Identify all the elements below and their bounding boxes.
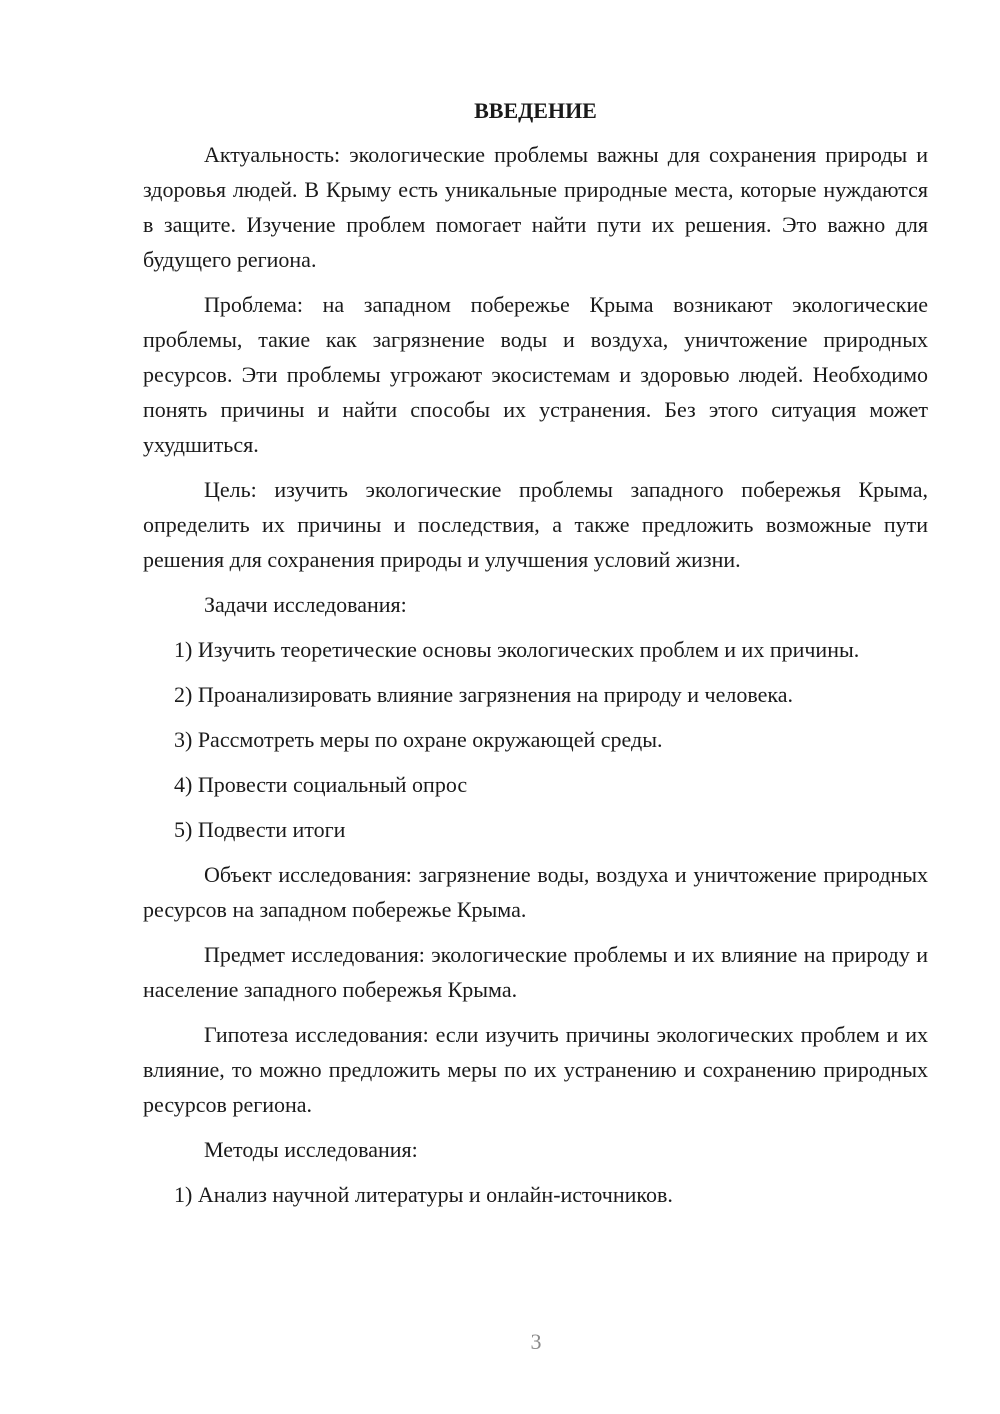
object-paragraph: Объект исследования: загрязнение воды, воздуха и уничтожение природных ресурсов на западном побережье Крыма. (143, 862, 928, 922)
goal-paragraph: Цель: изучить экологические проблемы западного побережья Крыма, определить их причины и последствия, а также предложить возможные пути решения для сохранения природы и улучшения условий жизни. (143, 477, 928, 572)
task-item: 5) Подвести итоги (174, 817, 346, 842)
subject-paragraph: Предмет исследования: экологические проблемы и их влияние на природу и население западного побережья Крыма. (143, 942, 928, 1002)
task-item: 2) Проанализировать влияние загрязнения на природу и человека. (174, 682, 794, 707)
page-content (143, 97, 928, 1222)
task-item: 1) Изучить теоретические основы экологических проблем и их причины. (174, 637, 860, 662)
tasks-label: Задачи исследования: (204, 592, 407, 617)
task-item: 3) Рассмотреть меры по охране окружающей среды. (174, 727, 663, 752)
method-item: 1) Анализ научной литературы и онлайн-источников. (174, 1182, 673, 1207)
problem-paragraph: Проблема: на западном побережье Крыма возникают экологические проблемы, такие как загрязнение воды и воздуха, уничтожение природных ресурсов. Эти проблемы угрожают экосистемам и здоровью людей. Необходимо понять причины и найти способы их устранения. Без этого ситуация может ухудшиться. (143, 292, 928, 457)
methods-label: Методы исследования: (204, 1137, 418, 1162)
page-number: 3 (530, 1329, 542, 1354)
relevance-paragraph: Актуальность: экологические проблемы важны для сохранения природы и здоровья людей. В Крыму есть уникальные природные места, которые нуждаются в защите. Изучение проблем помогает найти пути их решения. Это важно для будущего региона. (143, 142, 928, 272)
page-title: ВВЕДЕНИЕ (474, 98, 597, 123)
task-item: 4) Провести социальный опрос (174, 772, 468, 797)
hypothesis-paragraph: Гипотеза исследования: если изучить причины экологических проблем и их влияние, то можно предложить меры по их устранению и сохранению природных ресурсов региона. (143, 1022, 928, 1117)
